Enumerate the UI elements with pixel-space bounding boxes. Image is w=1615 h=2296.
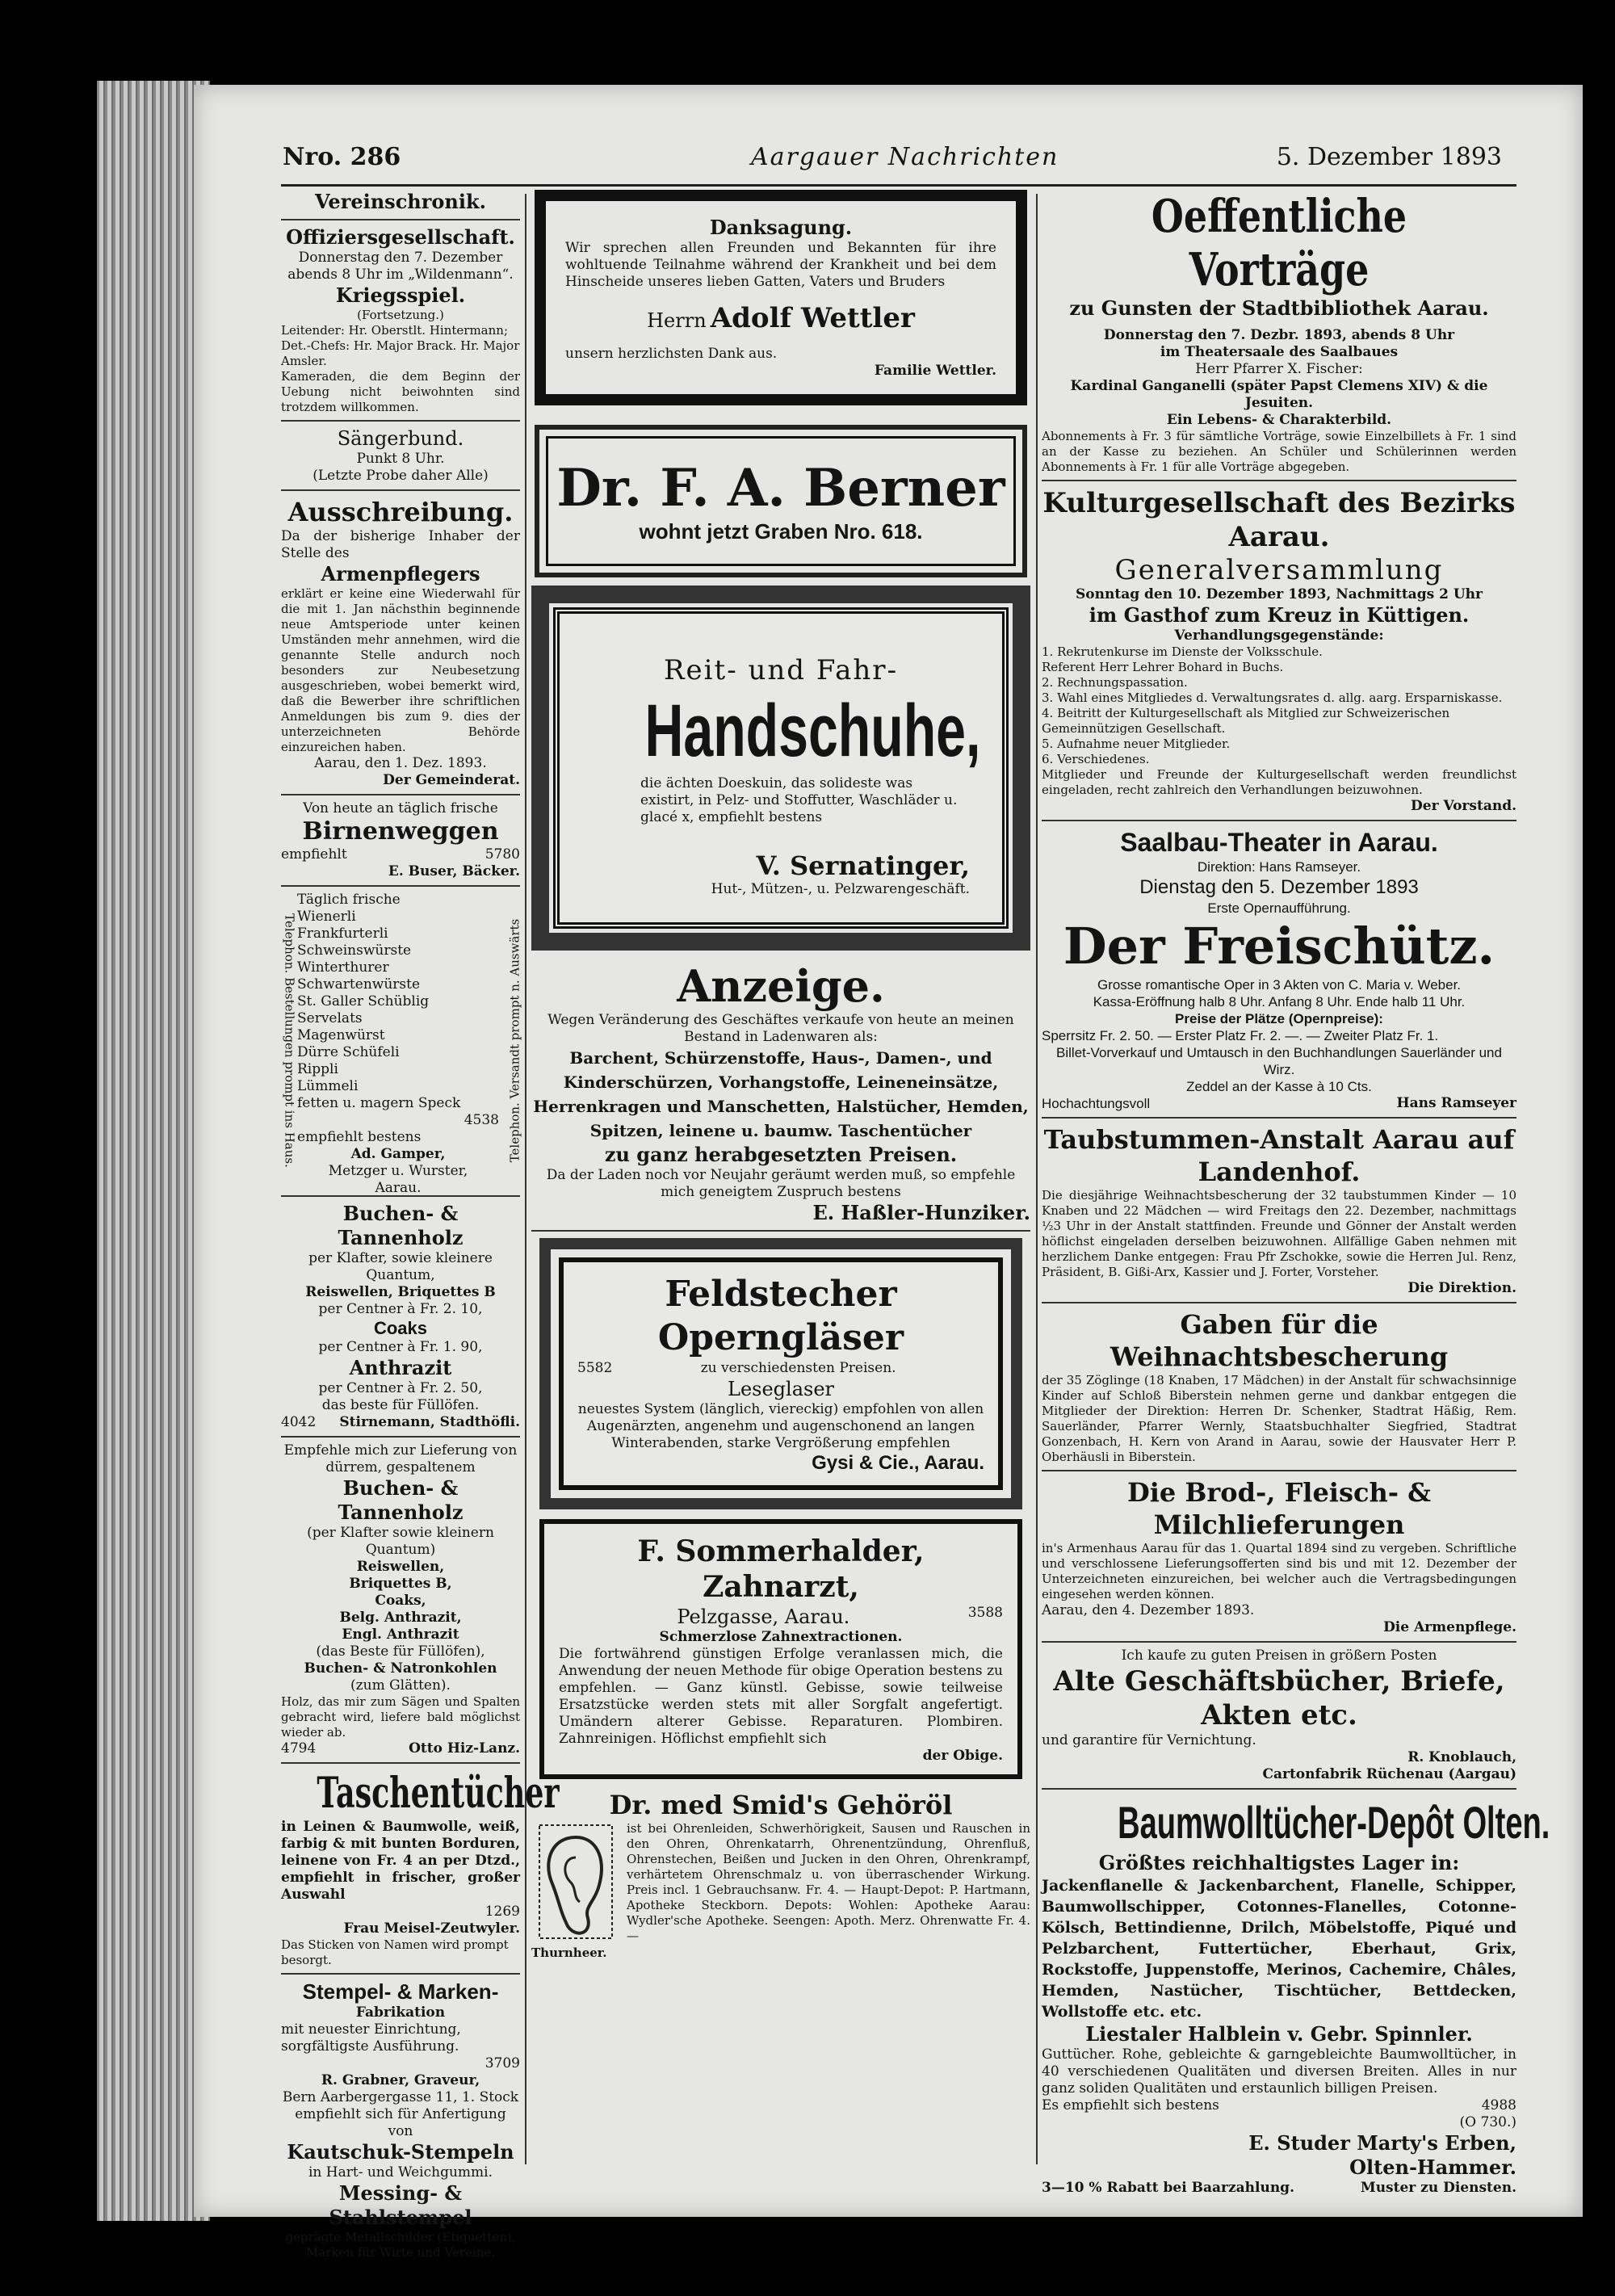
ausschreibung-date: Aarau, den 1. Dez. 1893. xyxy=(314,755,487,771)
wurst-item: Lümmeli xyxy=(297,1078,359,1094)
taubstummen-text: Die diesjährige Weihnachtsbescherung der 32 taubstummen Kinder — 10 Knaben und 22 Mädchen — wird Freitags den 22. Dezember, nachmittags ½3 Uhr in der Anstalt stattfinden. Freunde und Gönner der Anstalt werden höflichst eingeladen derselben beizuwohnen. Allfällige Gaben nehmen mit herzlichem Danke entgegen: Frau Pfr Zschokke, sowie die Herren Jul. Renz, Präsident, B. Gißi-Arx, Kassier und J. Forter, Vorsteher. xyxy=(1042,1188,1516,1279)
kaufe-signature: R. Knoblauch, xyxy=(1407,1749,1516,1765)
empf-title: Buchen- & Tannenholz xyxy=(338,1476,464,1524)
anzeige-text: Wegen Veränderung des Geschäftes verkaufe von heute an meinen Bestand in Ladenwaren als: xyxy=(547,1012,1014,1045)
theater-preise: Preise der Plätze (Opernpreise): xyxy=(1175,1011,1383,1026)
taschentuecher-text: in Leinen & Baumwolle, weiß, farbig & mit bunten Borduren, leinene von Fr. 4 an per Dtzd., empfiehlt in frischer, großer Auswahl xyxy=(281,1819,520,1903)
stempel-title: Stempel- & Marken- xyxy=(302,1979,499,2004)
feldstecher-signature: Gysi & Cie., Aarau. xyxy=(812,1452,984,1474)
wurst-city: Aarau. xyxy=(375,1180,422,1196)
wurst-item: fetten u. magern Speck xyxy=(297,1095,461,1111)
vortraege-title: Oeffentliche Vorträge xyxy=(1151,190,1407,296)
wurst-item: Winterthurer xyxy=(297,959,389,976)
empf-item: Engl. Anthrazit xyxy=(342,1627,459,1643)
taubstummen-signature: Die Direktion. xyxy=(1407,1280,1516,1296)
baumwoll-rabatt: 3—10 % Rabatt bei Baarzahlung. xyxy=(1042,2180,1294,2196)
empf-line-4: Buchen- & Natronkohlen xyxy=(304,1660,497,1677)
ausschreibung-text: erklärt er keine eine Wiederwahl für die mit 1. Jan nächsthin beginnende neue Amtsperiode unter keinen Umständen mehr annehmen, wird die genannte Stelle andurch noch besonders zur Neubesetzung ausgeschrieben, wobei bemerkt wird, daß die Bewerber ihre schriftlichen Anmeldungen bis zum 9. dies der unterzeichneten Behörde einzureichen haben. xyxy=(281,586,520,754)
kaufe-signature-2: Cartonfabrik Rüchenau (Aargau) xyxy=(1262,1766,1516,1782)
column-divider-2 xyxy=(1036,194,1038,2164)
baumwoll-number: 4988 xyxy=(1481,2097,1516,2113)
empf-item: Belg. Anthrazit, xyxy=(339,1610,462,1626)
vortraege-speaker: Herr Pfarrer X. Fischer: xyxy=(1195,361,1363,377)
theater-sign-left: Hochachtungsvoll xyxy=(1042,1096,1151,1111)
taubstummen-title: Taubstummen-Anstalt Aarau auf Landenhof. xyxy=(1043,1124,1515,1187)
theater-sign-row xyxy=(1042,1095,1516,1112)
danksagung-name: Adolf Wettler xyxy=(710,302,915,334)
wurst-list xyxy=(297,909,499,1112)
berner-address: wohnt jetzt Graben Nro. 618. xyxy=(639,519,923,544)
baumwoll-text: Guttücher. Rohe, gebleichte & garngebleichte Baumwolltücher, in 40 verschiedenen Qualitäten und diversen Breiten. Alles in nur ganz soliden Qualitäten und erstaunlich billigen Preisen. xyxy=(1042,2046,1516,2097)
taschentuecher-number: 1269 xyxy=(484,1904,520,1920)
kultur-item: Referent Herr Lehrer Bohard in Buchs. xyxy=(1042,660,1284,674)
brod-text: in's Armenhaus Aarau für das 1. Quartal 1894 sind zu vergeben. Schriftliche und verschlossene Lieferungsofferten sind bis und mit 12. Dezember der Unterzeichneten einzureichen, bei welcher auch die Vertragsbedingungen eingesehen werden können. xyxy=(1042,1541,1516,1601)
empf-line-2: (per Klafter sowie kleinern Quantum) xyxy=(307,1525,494,1558)
vortraege-place: im Theatersaale des Saalbaues xyxy=(1160,344,1399,360)
birnen-title: Birnenweggen xyxy=(302,817,499,846)
anzeige-items: Barchent, Schürzenstoffe, Haus-, Damen-, und Kinderschürzen, Vorhangstoffe, Leineneinsätze, Herrenkragen und Manschetten, Halstücher, Hemden, Spitzen, leinene u. baumw. Taschentücher xyxy=(533,1048,1029,1140)
stempel-text: mit neuester Einrichtung, sorgfältigste Ausführung. xyxy=(281,2021,461,2055)
newspaper-page xyxy=(194,85,1583,2260)
baumwoll-muster: Muster zu Diensten. xyxy=(1360,2180,1516,2196)
ausschreibung-signature: Der Gemeinderat. xyxy=(383,772,520,788)
stempel-address: Bern Aarbergergasse 11, 1. Stock xyxy=(282,2089,519,2105)
kautschuk-heading: Kautschuk-Stempeln xyxy=(287,2140,514,2164)
empf-sign-row xyxy=(281,1740,520,1757)
baumwoll-row-2 xyxy=(1042,2180,1516,2197)
empf-line-3: (das Beste für Füllöfen), xyxy=(316,1643,485,1660)
buchen-line-5: per Centner à Fr. 2. 50, xyxy=(318,1380,483,1396)
kultur-item: 2. Rechnungspassation. xyxy=(1042,675,1188,690)
header-rule xyxy=(281,184,1516,187)
wurst-item: Schwartenwürste xyxy=(297,976,421,993)
birnen-intro: Von heute an täglich frische xyxy=(303,800,498,816)
zahnarzt-box xyxy=(539,1519,1022,1779)
wurst-item: Rippli xyxy=(297,1061,338,1077)
feldstecher-box xyxy=(539,1238,1022,1509)
handschuhe-title: Handschuhe, xyxy=(644,690,981,772)
stempel-signature: R. Grabner, Graveur, xyxy=(321,2072,480,2088)
baumwoll-liestal: Liestaler Halblein v. Gebr. Spinnler. xyxy=(1085,2022,1473,2046)
kriegsspiel-heading: Kriegsspiel. xyxy=(335,283,466,307)
theater-signature: Hans Ramseyer xyxy=(1396,1095,1516,1111)
danksagung-prefix: Herrn xyxy=(647,309,707,332)
zahnarzt-row xyxy=(559,1605,1003,1629)
buchen-line-4: per Centner à Fr. 1. 90, xyxy=(318,1339,483,1355)
theater-title: Saalbau-Theater in Aarau. xyxy=(1120,828,1438,857)
zahnarzt-number: 3588 xyxy=(967,1605,1003,1621)
danksagung-text: Wir sprechen allen Freunden und Bekannten für ihre wohltuende Teilnahme während der Krankheit und bei dem Hinscheide unseres lieben Gatten, Vaters und Bruders xyxy=(565,240,996,290)
birnen-row xyxy=(281,846,520,863)
gehoeroel-text-wrap xyxy=(627,1821,1030,1961)
baumwoll-sub: Größtes reichhaltigstes Lager in: xyxy=(1098,1851,1460,1874)
birnen-signature: E. Buser, Bäcker. xyxy=(388,863,520,879)
empf-item: Briquettes B, xyxy=(349,1576,452,1592)
theater-prices: Sperrsitz Fr. 2. 50. — Erster Platz Fr. 2. —. — Zweiter Platz Fr. 1. xyxy=(1042,1028,1439,1043)
kultur-date: Sonntag den 10. Dezember 1893, Nachmittags 2 Uhr xyxy=(1076,586,1483,602)
issue-date: 5. Dezember 1893 xyxy=(1276,143,1502,171)
gehoeroel-figure xyxy=(531,1821,620,1961)
wurst-intro: Täglich frische xyxy=(297,892,401,908)
vortraege-topic: Kardinal Ganganelli (später Papst Clemens XIV) & die Jesuiten. xyxy=(1070,378,1488,411)
wurst-empf: empfiehlt bestens xyxy=(297,1129,422,1145)
wurst-ad xyxy=(281,892,522,1196)
kultur-list xyxy=(1042,644,1516,767)
zahnarzt-title: F. Sommerhalder, Zahnarzt, xyxy=(637,1534,925,1604)
book-page-edges xyxy=(97,81,210,2221)
vortraege-date: Donnerstag den 7. Dezbr. 1893, abends 8 Uhr xyxy=(1103,327,1455,343)
baumwoll-items: Jackenflanelle & Jackenbarchent, Flanelle, Schipper, Baumwollschipper, Cotonnes-Flanelles, Cotonne-Kölsch, Bettindienne, Drilch, Möbelstoffe, Piqué und Pelzbarchent, Futtertücher, Eberhaut, Grix, Rockstoffe, Juppenstoffe, Merinos, Cachemire, Châles, Hemden, Nastücher, Tischtücher, Bettdecken, Wollstoffe etc. etc. xyxy=(1042,1877,1516,2021)
theater-vorverkauf: Billet-Vorverkauf und Umtausch in den Buchhandlungen Sauerländer und Wirz. xyxy=(1056,1045,1502,1077)
gaben-text: der 35 Zöglinge (18 Knaben, 17 Mädchen) in der Anstalt für schwachsinnige Kinder auf Schloß Biberstein nehmen gerne und dankbar entgegen die Mitglieder der Direktion: Herren Dr. Schenker, Stadtrat Häßig, Rem. Sauerländer, Pfarrer Wernly, Staatsbuchhalter Siegfried, Stadtrat Gonzenbach, H. Kern von Arand in Aarau, sowie der Hausvater Herr P. Oberhäusli in Biberstein. xyxy=(1042,1373,1516,1464)
handschuhe-box xyxy=(531,586,1030,951)
taschentuecher-note: Das Sticken von Namen wird prompt besorgt. xyxy=(281,1937,509,1967)
wurst-item: St. Galler Schüblig xyxy=(297,993,430,1009)
vortraege-text: Abonnements à Fr. 3 für sämtliche Vorträge, sowie Einzelbillets à Fr. 1 sind an der Kasse zu beziehen. An Schüler und Schülerinnen werden Abonnements à Fr. 1 für alle Vorträge abgegeben. xyxy=(1042,429,1516,474)
empf-signature: Otto Hiz-Lanz. xyxy=(409,1740,520,1757)
brod-date: Aarau, den 4. Dezember 1893. xyxy=(1042,1602,1255,1618)
coaks-heading: Coaks xyxy=(373,1318,428,1338)
buchen-line-6: das beste für Füllöfen. xyxy=(321,1397,480,1413)
baumwoll-row-1 xyxy=(1042,2097,1516,2114)
kultur-place: im Gasthof zum Kreuz in Küttigen. xyxy=(1089,603,1470,627)
handschuhe-text: die ächten Doeskuin, das solideste was existirt, in Pelz- und Stoffutter, Waschläder u. glacé x, empfiehlt bestens xyxy=(640,775,958,825)
empf-line-6: Holz, das mir zum Sägen und Spalten gebracht wird, liefere bald möglichst wieder ab. xyxy=(281,1694,520,1740)
empf-item: Reiswellen, xyxy=(356,1559,445,1575)
wurst-number: 4538 xyxy=(464,1112,499,1128)
danksagung-box xyxy=(535,190,1027,405)
page-header xyxy=(283,143,1502,183)
baumwoll-empf: Es empfiehlt sich bestens xyxy=(1042,2097,1219,2113)
empf-number: 4794 xyxy=(281,1740,317,1757)
kaufe-text: und garantire für Vernichtung. xyxy=(1042,1732,1256,1748)
feldstecher-sub: zu verschiedensten Preisen. xyxy=(700,1360,896,1376)
column-divider-1 xyxy=(525,194,526,2164)
buchen-line-2: Reiswellen, Briquettes B xyxy=(305,1284,496,1300)
wurst-item: Magenwürst xyxy=(297,1027,385,1043)
wurst-job: Metzger u. Wurster, xyxy=(328,1163,468,1179)
kautschuk-sub: in Hart- und Weichgummi. xyxy=(308,2164,493,2181)
feldstecher-lese: Leseglaser xyxy=(728,1378,834,1400)
feldstecher-title: Feldstecher Operngläser xyxy=(657,1274,904,1358)
gehoeroel-extra: Thurnheer. xyxy=(531,1946,607,1960)
messing-heading: Messing- & Stahlstempel xyxy=(329,2181,472,2229)
baumwoll-signature: E. Studer Marty's Erben, xyxy=(1248,2131,1516,2155)
baumwoll-code: (O 730.) xyxy=(1459,2114,1516,2130)
stempel-text-2: empfiehlt sich für Anfertigung von xyxy=(295,2106,506,2139)
berner-name: Dr. F. A. Berner xyxy=(556,458,1005,518)
messing-sub: geprägte Metallschilder (Etiquetten), Marken für Wirte und Vereine. xyxy=(285,2230,516,2260)
leitender-text: Leitender: Hr. Oberstlt. Hintermann; Det.-Chefs: Hr. Major Brack. Hr. Major Amsler. xyxy=(281,323,520,368)
danksagung-thanks: unsern herzlichsten Dank aus. xyxy=(565,346,778,362)
ear-figure-icon xyxy=(531,1821,620,1942)
theater-date: Dienstag den 5. Dezember 1893 xyxy=(1139,876,1419,898)
kultur-item: 6. Verschiedenes. xyxy=(1042,752,1150,766)
kultur-sub: Generalversammlung xyxy=(1114,554,1444,586)
wurst-item: Wienerli xyxy=(297,909,356,925)
wurst-item: Schweinswürste xyxy=(297,942,412,959)
feldstecher-text: neuestes System (länglich, viereckig) empfohlen von allen Augenärzten, angenehm und augenschonend an langen Winterabenden, starke Vergrößerung empfehlen xyxy=(577,1401,984,1451)
buchen-line-1: per Klafter, sowie kleinere Quantum, xyxy=(308,1250,493,1283)
newspaper-name: Aargauer Nachrichten xyxy=(751,143,1059,171)
saengerbund-title: Sängerbund. xyxy=(337,427,464,450)
zahnarzt-signature: der Obige. xyxy=(922,1748,1003,1764)
wurst-item: Servelats xyxy=(297,1010,363,1026)
column-left xyxy=(281,190,560,2260)
ausschreibung-intro: Da der bisherige Inhaber der Stelle des xyxy=(281,528,520,561)
offiziersgesellschaft-text: Donnerstag den 7. Dezember abends 8 Uhr im „Wildenmann“. xyxy=(287,250,514,283)
vortraege-sub: zu Gunsten der Stadtbibliothek Aarau. xyxy=(1069,296,1489,320)
anthrazit-heading: Anthrazit xyxy=(349,1356,452,1379)
theater-time: Kassa-Eröffnung halb 8 Uhr. Anfang 8 Uhr. Ende halb 11 Uhr. xyxy=(1093,994,1466,1009)
kameraden-text: Kameraden, die dem Beginn der Uebung nicht beiwohnten sind trotzdem willkommen. xyxy=(281,369,520,414)
birnen-number: 5780 xyxy=(484,846,520,863)
empf-list xyxy=(281,1559,520,1643)
anzeige-preis: zu ganz herabgesetzten Preisen. xyxy=(604,1143,958,1166)
buchen-title: Buchen- & Tannenholz xyxy=(338,1202,464,1249)
handschuhe-intro: Reit- und Fahr- xyxy=(663,654,899,686)
saengerbund-time: Punkt 8 Uhr. xyxy=(356,451,445,467)
anzeige-text-2: Da der Laden noch vor Neujahr geräumt werden muß, so empfehle mich geneigtem Zuspruch bestens xyxy=(546,1167,1016,1200)
kaufe-title: Alte Geschäftsbücher, Briefe, Akten etc. xyxy=(1053,1665,1505,1731)
kultur-item: 3. Wahl eines Mitgliedes d. Verwaltungsrates d. allg. aarg. Ersparniskasse. xyxy=(1042,690,1503,705)
saengerbund-note: (Letzte Probe daher Alle) xyxy=(313,468,489,484)
buchen-sign-row xyxy=(281,1414,520,1431)
column-middle xyxy=(531,190,1030,2185)
danksagung-title: Danksagung. xyxy=(709,216,853,239)
baumwoll-title: Baumwolltücher-Depôt Olten. xyxy=(1118,1797,1550,1848)
birnen-empf: empfiehlt xyxy=(281,846,347,863)
theater-direktion: Direktion: Hans Ramseyer. xyxy=(1197,859,1361,875)
wurst-item: Frankfurterli xyxy=(297,926,388,942)
kultur-item: 4. Beitritt der Kulturgesellschaft als Mitglied zur Schweizerischen Gemeinnützigen Gesellschaft. xyxy=(1042,706,1450,736)
theater-opera: Der Freischütz. xyxy=(1063,917,1495,976)
empf-line-5: (zum Glätten). xyxy=(350,1677,451,1694)
kultur-item: 5. Aufnahme neuer Mitglieder. xyxy=(1042,737,1231,751)
brod-signature: Die Armenpflege. xyxy=(1383,1619,1516,1635)
taschentuecher-title: Taschentücher xyxy=(317,1769,560,1818)
taschentuecher-signature: Frau Meisel-Zeutwyler. xyxy=(343,1920,520,1937)
anzeige-title: Anzeige. xyxy=(677,960,885,1012)
buchen-number: 4042 xyxy=(281,1414,317,1430)
gehoeroel-row xyxy=(531,1821,1030,1961)
column-right xyxy=(1042,190,1550,2196)
kultur-text: Mitglieder und Freunde der Kulturgesellschaft werden freundlichst eingeladen, recht zahlreich den Verhandlungen beizuwohnen. xyxy=(1042,767,1516,797)
offiziersgesellschaft-title: Offiziersgesellschaft. xyxy=(286,225,515,249)
wurst-side-right: Telephon. Versandt prompt n. Auswärts xyxy=(507,918,522,1163)
gaben-title: Gaben für die Weihnachtsbescherung xyxy=(1110,1309,1449,1372)
gehoeroel-text: ist bei Ohrenleiden, Schwerhörigkeit, Sausen und Rauschen in den Ohren, Ohrenkatarrh, Ohrenentzündung, Ohrenfluß, Ohrenstechen, Beißen und Jucken in den Ohren, Ohrenkrampf, verhärtetem Ohrenschmalz u. von überraschender Wirkung. Preis incl. 1 Gebrauchsanw. Fr. 4. — Haupt-Depot: P. Hartmann, Apotheke Steckborn. Depots: Wohlen: Apotheke Aarau: Wydler'sche Apotheke. Seengen: Apoth. Merz. xyxy=(627,1821,1030,1928)
danksagung-signature: Familie Wettler. xyxy=(874,363,996,379)
zahnarzt-sub: Schmerzlose Zahnextractionen. xyxy=(659,1629,903,1645)
berner-box xyxy=(535,425,1027,577)
kultur-title: Kulturgesellschaft des Bezirks Aarau. xyxy=(1042,487,1516,553)
issue-number: Nro. 286 xyxy=(283,143,401,171)
buchen-signature: Stirnemann, Stadthöfli. xyxy=(339,1414,520,1430)
vereinschronik-title: Vereinschronik. xyxy=(315,190,486,213)
empf-line-1: Empfehle mich zur Lieferung von dürrem, gespaltenem xyxy=(283,1442,518,1475)
feldstecher-number: 5582 xyxy=(577,1360,613,1376)
theater-first: Erste Opernaufführung. xyxy=(1207,900,1351,916)
kaufe-intro: Ich kaufe zu guten Preisen in größern Posten xyxy=(1121,1647,1437,1664)
theater-desc: Grosse romantische Oper in 3 Akten von C. Maria v. Weber. xyxy=(1097,977,1462,993)
fortsetzung-text: (Fortsetzung.) xyxy=(357,308,444,322)
wurst-item: Dürre Schüfeli xyxy=(297,1044,400,1060)
handschuhe-job: Hut-, Mützen-, u. Pelzwarengeschäft. xyxy=(711,881,970,897)
kultur-item: 1. Rekrutenkurse im Dienste der Volksschule. xyxy=(1042,644,1323,659)
zahnarzt-address: Pelzgasse, Aarau. xyxy=(677,1606,850,1628)
gehoeroel-price: Ohrenwatte Fr. 4. — xyxy=(627,1913,1030,1943)
gehoeroel-title: Dr. med Smid's Gehöröl xyxy=(609,1790,953,1820)
kultur-traktanden: Verhandlungsgegenstände: xyxy=(1174,628,1384,644)
kultur-signature: Der Vorstand. xyxy=(1411,798,1516,814)
wurst-side-left: Telephon. Bestellungen prompt ins Haus. xyxy=(282,913,297,1168)
anzeige-signature: E. Haßler-Hunziker. xyxy=(812,1201,1030,1224)
stempel-subtitle: Fabrikation xyxy=(355,2004,446,2021)
buchen-line-3: per Centner à Fr. 2. 10, xyxy=(318,1301,483,1317)
armenpflegers-heading: Armenpflegers xyxy=(321,562,480,586)
theater-zeddel: Zeddel an der Kasse à 10 Cts. xyxy=(1186,1079,1372,1094)
brod-title: Die Brod-, Fleisch- & Milchlieferungen xyxy=(1126,1477,1432,1540)
baumwoll-city: Olten-Hammer. xyxy=(1349,2155,1516,2179)
feldstecher-row xyxy=(577,1360,984,1377)
empf-item: Coaks, xyxy=(375,1593,426,1609)
zahnarzt-text: Die fortwährend günstigen Erfolge veranlassen mich, die Anwendung der neuen Methode für obige Operation bestens zu empfehlen. — Ganz künstl. Gebisse, sowie teilweise Ersatzstücke werden stets mit aller Sorgfalt angefertigt. Umändern alterer Gebisse. Reparaturen. Plombiren. Zahnreinigen. Höflichst empfiehlt sich xyxy=(559,1646,1003,1747)
stempel-number: 3709 xyxy=(484,2055,520,2071)
wurst-name: Ad. Gamper, xyxy=(350,1146,446,1162)
handschuhe-signature: V. Sernatinger, xyxy=(756,850,970,881)
ausschreibung-title: Ausschreibung. xyxy=(287,497,514,527)
vortraege-topic-2: Ein Lebens- & Charakterbild. xyxy=(1166,412,1392,428)
